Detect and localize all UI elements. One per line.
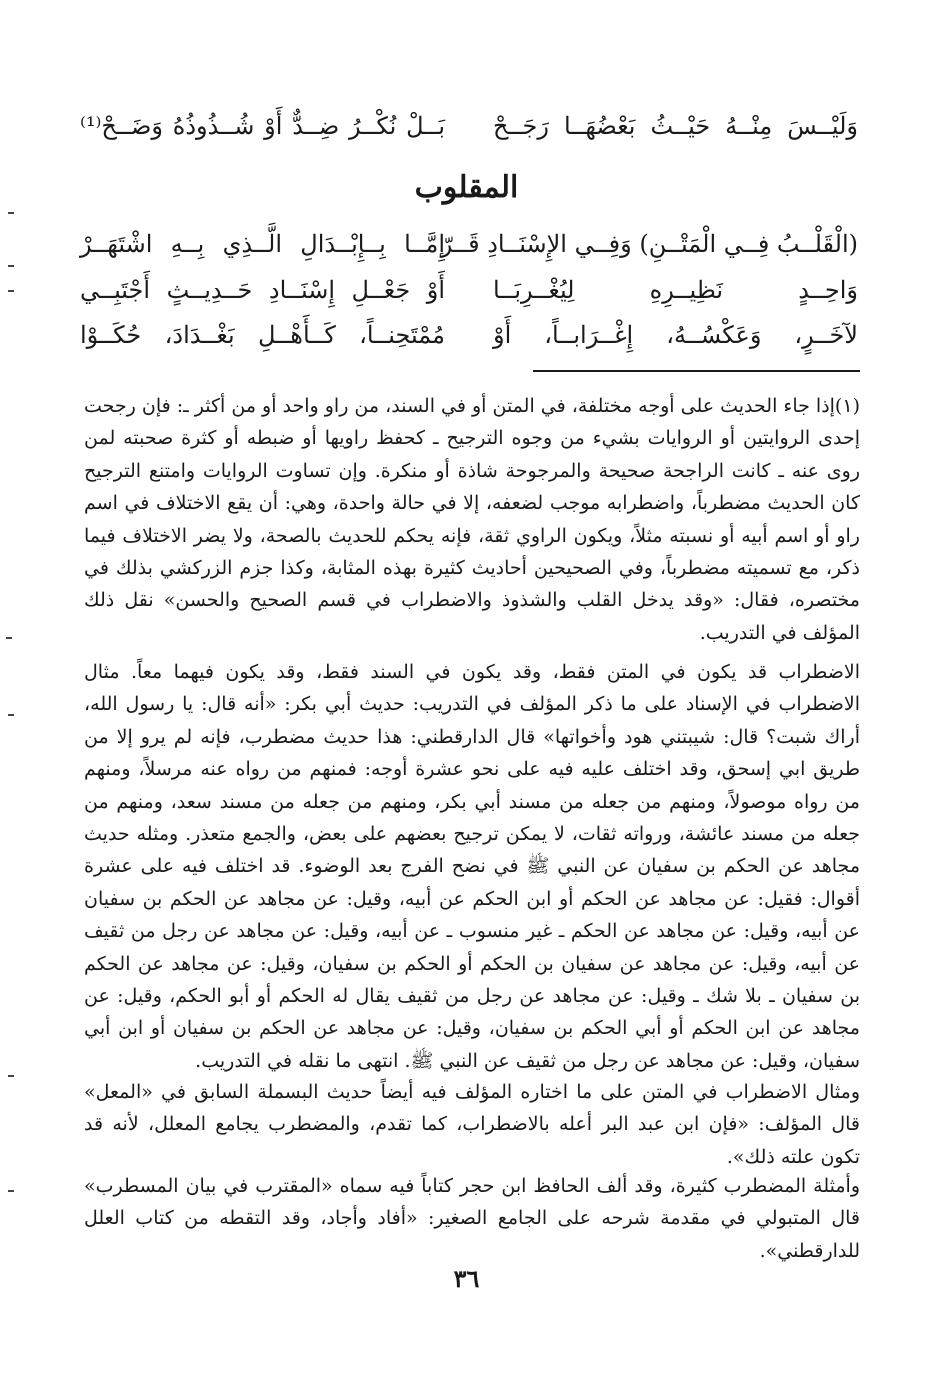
verse-line	[80, 224, 858, 264]
scan-mark	[8, 1075, 14, 1077]
verse-second-hemistich: مُمْتَحِنــاً، كَــأَهْــلِ بَغْــدَادَ، حُكَــوْا	[80, 321, 445, 349]
footnote-paragraph: الاضطراب قد يكون في المتن فقط، وقد يكون في السند فقط، وقد يكون فيهما معاً. مثال الاضطراب في الإسناد على ما ذكر المؤلف في التدريب: حديث أبي بكر: «أنه قال: يا رسول الله، أراك شبت؟ قال: شيبتني هود وأخواتها» قال الدارقطني: هذا حديث مضطرب، فإنه لم يرو إلا من طريق ابي إسحق، وقد اختلف عليه فيه على نحو عشرة أوجه: فمنهم من رواه عنه مرسلاً، ومنهم من رواه موصولاً، ومنهم من جعله من مسند أبي بكر، ومنهم من جعله من مسند سعد، ومنهم من جعله من مسند عائشة، ورواته ثقات، لا يمكن ترجيح بعضهم على بعض، والجمع متعذر. ومثله حديث مجاهد عن الحكم بن سفيان عن النبي ﷺ في نضح الفرج بعد الوضوء. قد اختلف فيه على عشرة أقوال: فقيل: عن مجاهد عن الحكم أو ابن الحكم عن أبيه، وقيل: عن مجاهد عن الحكم بن سفيان عن أبيه، وقيل: عن مجاهد عن الحكم ـ غير منسوب ـ عن أبيه، وقيل: عن مجاهد عن رجل من ثقيف عن أبيه، وقيل: عن مجاهد عن سفيان بن الحكم أو الحكم بن سفيان، وقيل: عن مجاهد عن الحكم بن سفيان ـ بلا شك ـ وقيل: عن مجاهد عن رجل من ثقيف يقال له الحكم أو أبو الحكم، وقيل: عن مجاهد عن ابن الحكم أو أبي الحكم بن سفيان، وقيل: عن مجاهد عن الحكم بن سفيان أو ابن أبي سفيان، وقيل: عن مجاهد عن رجل من ثقيف عن النبي ﷺ. انتهى ما نقله في التدريب.	[84, 661, 860, 1072]
scan-mark	[8, 212, 14, 214]
scan-mark	[8, 714, 14, 716]
scan-mark	[8, 265, 14, 267]
verse-line	[80, 106, 858, 146]
footnote-paragraph: (١)إذا جاء الحديث على أوجه مختلفة، في المتن أو في السند، من راو واحد أو من أكثر ـ: فإن رجحت إحدى الروايتين أو الروايات بشيء من وجوه الترجيح ـ كحفظ راويها أو ضبطه أو كثرة صحبته لمن روى عنه ـ كانت الراجحة صحيحة والمرجوحة شاذة أو منكرة. وإن تساوت الروايات وامتنع الترجيح كان الحديث مضطرباً، واضطرابه موجب لضعفه، إلا في حالة واحدة، وهي: أن يقع الاختلاف في اسم راو أو اسم أبيه أو نسبته مثلاً، ويكون الراوي ثقة، فإنه يحكم للحديث بالصحة، ولا يضر الاختلاف فيما ذكر، مع تسميته مضطرباً، وفي الصحيحين أحاديث كثيرة بهذه المثابة، وكذا جزم الزركشي بذلك في مختصره، فقال: «وقد يدخل القلب والشذوذ والاضطراب في قسم الصحيح والحسن» نقل ذلك المؤلف في التدريب.	[84, 395, 860, 644]
footnote-separator	[533, 370, 860, 372]
scan-mark	[8, 290, 14, 292]
verse-second-hemistich: أَوْ جَعْــلِ إِسْنَــادِ حَــدِيــثٍ أَجْتَبِــي	[80, 276, 445, 304]
verse-second-hemistich: بَــلْ نُكْــرُ ضِــدٌّ أَوْ شُــذُوذُهُ وَضَــحْ⁽¹⁾	[80, 112, 445, 140]
footnote-paragraph: ومثال الاضطراب في المتن على ما اختاره المؤلف فيه أيضاً حديث البسملة السابق في «المعل» قال المؤلف: «فإن ابن عبد البر أعله بالاضطراب، كما تقدم، والمضطرب يجامع المعلل، لأنه قد تكون علته ذلك».	[84, 1081, 860, 1168]
verse-first-hemistich: لآخَــرٍ، وَعَكْسُــهُ، إِغْــرَابــاً، أَوْ	[493, 321, 858, 349]
verse-first-hemistich: وَاحِــدٍ نَظِيــرِهِ لِيُغْــرِبَــا	[493, 276, 858, 304]
scan-mark	[8, 1190, 14, 1192]
section-title: المقلوب	[414, 170, 519, 205]
verse-second-hemistich: إِمَّــا بِــإِبْــدَالِ الَّــذِي بِــهِ اشْتَهَــرْ	[80, 230, 445, 258]
verse-first-hemistich: وَلَيْــسَ مِنْــهُ حَيْــثُ بَعْضُهَــا رَجَــحْ	[493, 112, 858, 140]
page-number: ٣٦	[453, 1264, 480, 1293]
scan-mark	[6, 637, 12, 639]
verse-first-hemistich: (الْقَلْــبُ فِــي الْمَتْــنِ) وَفِــي الإِسْنَــادِ قَــرّ	[440, 230, 858, 258]
verse-line	[80, 270, 858, 310]
footnote-paragraph: وأمثلة المضطرب كثيرة، وقد ألف الحافظ ابن حجر كتاباً فيه سماه «المقترب في بيان المسطرب» قال المتبولي في مقدمة شرحه على الجامع الصغير: «أفاد وأجاد، وقد التقطه من كتاب العلل للدارقطني».	[84, 1175, 860, 1262]
verse-line	[80, 315, 858, 355]
